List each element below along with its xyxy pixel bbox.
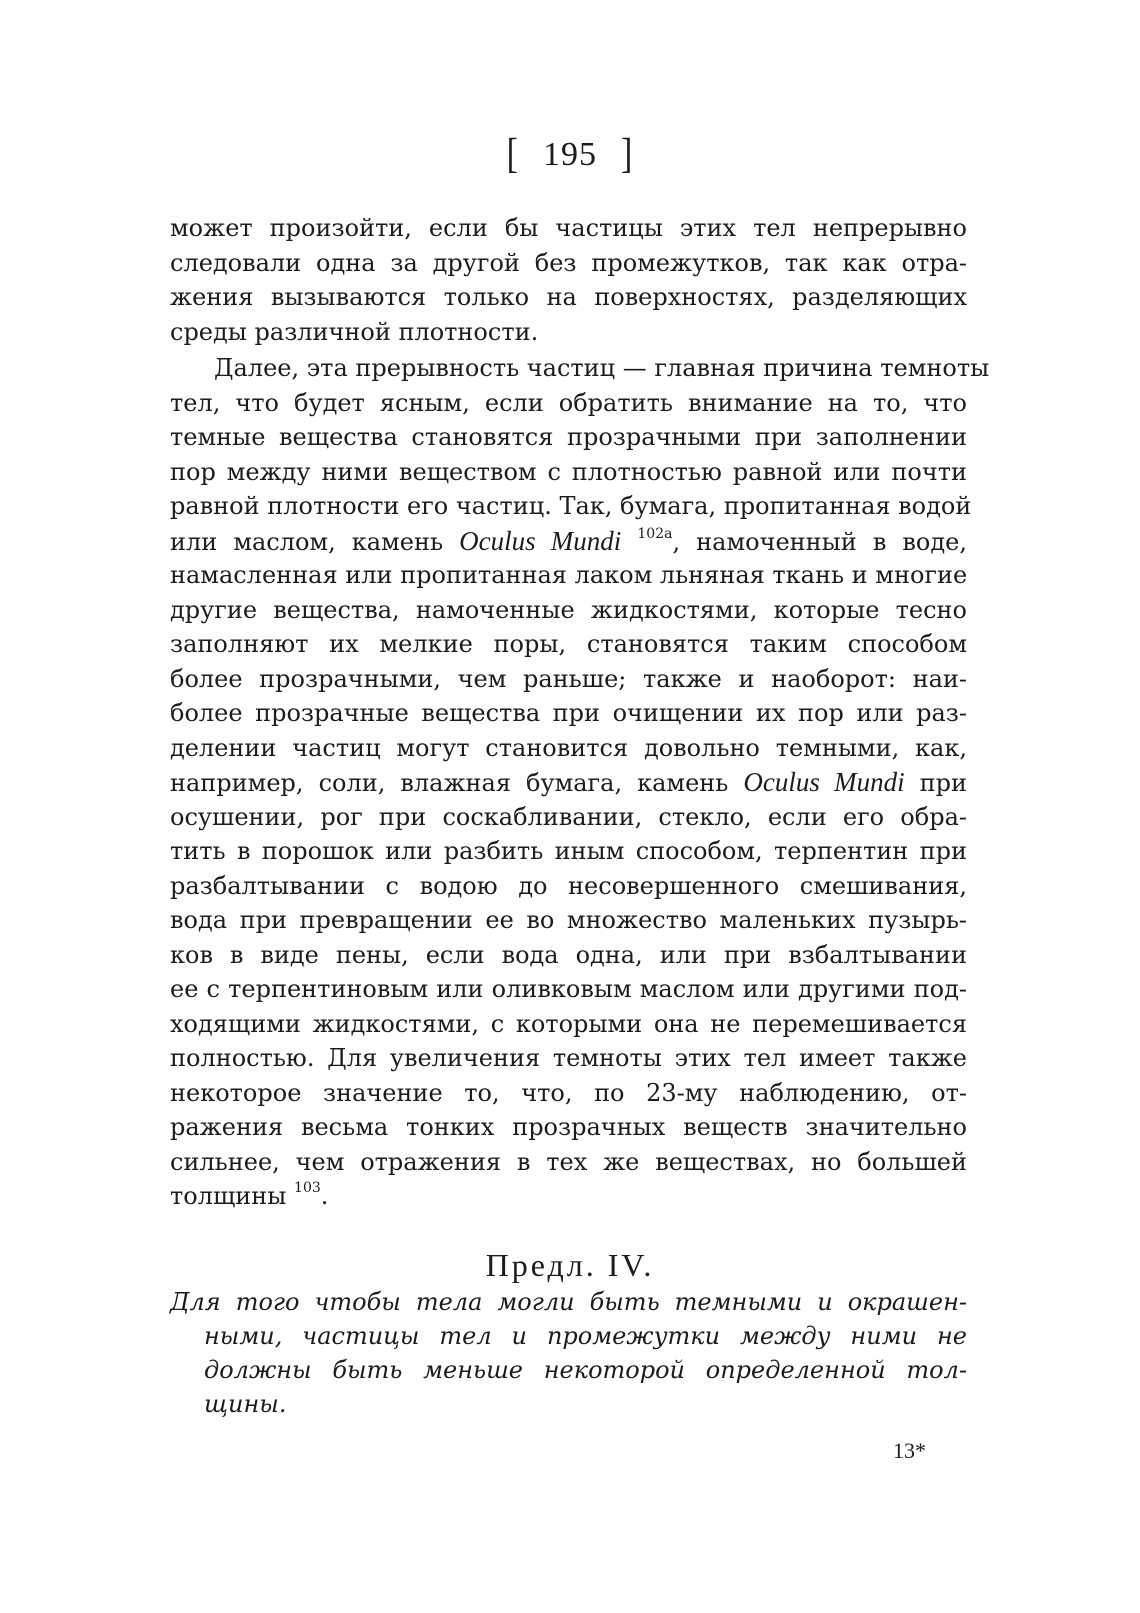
text-line: ражения весьма тонких прозрачных веществ значительно (170, 1113, 967, 1141)
paragraph-continued (170, 211, 967, 349)
text-line: тел, что будет ясным, если обратить внимание на то, что (170, 388, 967, 417)
page-number-header (0, 131, 1140, 178)
text-line: вода при превращении ее во множество маленьких пузырь- (170, 906, 967, 934)
text-line: заполняют их мелкие поры, становятся таким способом (170, 630, 967, 658)
text-line: более прозрачные вещества при очищении их пор или раз- (170, 699, 967, 727)
body-text (170, 211, 990, 1214)
proposition-line: щины. (204, 1390, 287, 1418)
text-line: разбалтывании с водою до несовершенного смешивания, (170, 871, 967, 900)
text-line: другие вещества, намоченные жидкостями, которые тесно (170, 595, 967, 624)
text-line: темные вещества становятся прозрачными при заполнении (170, 423, 967, 451)
right-bracket: ] (621, 131, 634, 178)
text-line: тить в порошок или разбить иным способом, терпентин при (170, 837, 967, 865)
text-line (170, 765, 967, 800)
text-line: сильнее, чем отражения в тех же веществах, но большей (170, 1147, 967, 1176)
proposition-line: должны быть меньше некоторой определенной тол- (204, 1356, 967, 1384)
footnote-reference[interactable]: 103 (294, 1180, 321, 1196)
text-line: следовали одна за другой без промежутков, так как отра- (170, 248, 967, 277)
page-number: 195 (543, 136, 597, 173)
italic-term: Oculus Mundi (743, 767, 905, 797)
text-line: делении частиц могут становится довольно темными, как, (170, 733, 967, 762)
text-line: осушении, рог при соскабливании, стекло, если его обра- (170, 802, 967, 831)
text-fragment: толщины (170, 1182, 287, 1210)
text-fragment: например, соли, влажная бумага, камень (170, 769, 729, 797)
proposition-line: ными, частицы тел и промежутки между ними не (204, 1322, 967, 1350)
text-line (170, 1179, 967, 1214)
proposition-statement (170, 1285, 967, 1421)
footnote-reference[interactable]: 102a (637, 525, 673, 542)
text-fragment: при (919, 769, 967, 797)
text-line: пор между ними веществом с плотностью равной или почти (170, 457, 967, 486)
text-line: полностью. Для увеличения темноты этих тел имеет также (170, 1044, 967, 1072)
proposition-line: Для того чтобы тела могли быть темными и окрашен- (170, 1288, 967, 1316)
text-line: может произойти, если бы частицы этих тел непрерывно (170, 214, 967, 242)
printer-signature-mark: 13* (893, 1438, 926, 1463)
text-line: ходящими жидкостями, с которыми она не перемешивается (170, 1009, 967, 1038)
text-line: некоторое значение то, что, по 23-му наблюдению, от- (170, 1078, 967, 1107)
text-line: ее с терпентиновым или оливковым маслом или другими под- (170, 975, 967, 1003)
text-fragment: . (320, 1182, 329, 1210)
text-line (170, 524, 967, 559)
text-fragment: , намоченный в воде, (672, 527, 967, 556)
left-bracket: [ (506, 131, 519, 178)
text-line: более прозрачными, чем раньше; также и наоборот: наи- (170, 664, 967, 693)
text-line: ков в виде пены, если вода одна, или при взбалтывании (170, 940, 967, 969)
text-line: равной плотности его частиц. Так, бумага, пропитанная водой (170, 492, 972, 520)
text-line: жения вызываются только на поверхностях, разделяющих (170, 283, 967, 311)
text-fragment: или маслом, камень (170, 527, 444, 556)
proposition-heading: Предл. IV. (485, 1247, 655, 1283)
text-line: намасленная или пропитанная лаком льняная ткань и многие (170, 561, 968, 589)
text-line: среды различной плотности. (170, 317, 539, 346)
paragraph-opacity (170, 351, 990, 1214)
text-line: Далее, эта прерывность частиц — главная причина темноты (214, 354, 990, 382)
italic-term: Oculus Mundi (459, 525, 622, 556)
